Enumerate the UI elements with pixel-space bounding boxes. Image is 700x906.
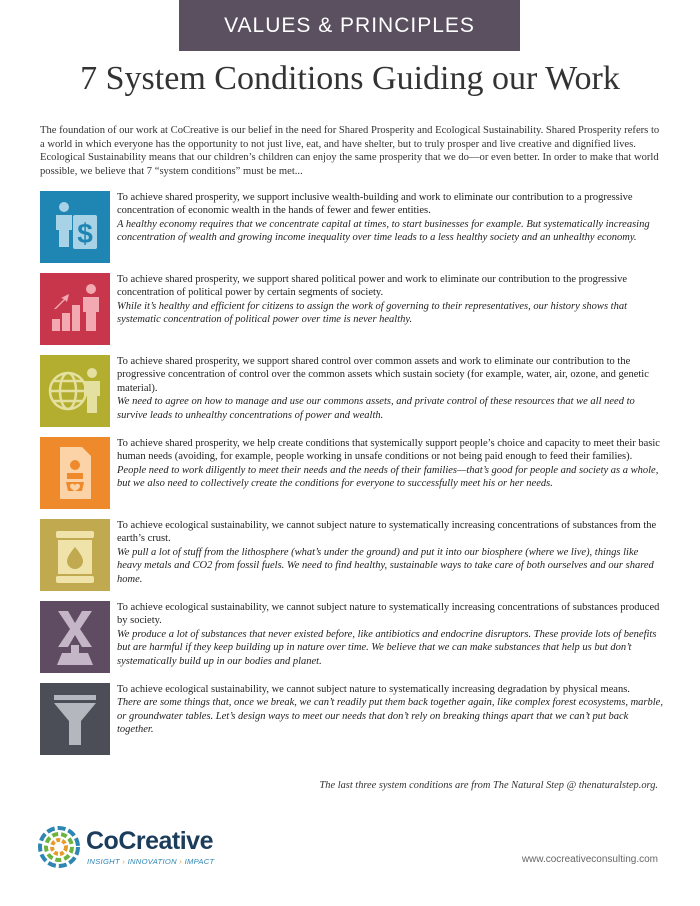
logo-name: CoCreative bbox=[86, 827, 213, 855]
toxic-substance-icon bbox=[40, 601, 110, 673]
condition-note: We pull a lot of stuff from the lithosphere (what’s under the ground) and put it into our biosphere (where we live), things like heavy metals and CO2 from fossil fuels. We need to find healthy, sustainable ways to take care of both ourselves and our shared home. bbox=[117, 546, 654, 585]
condition-item bbox=[40, 683, 665, 757]
condition-note: A healthy economy requires that we concentrate capital at times, to start businesses for example. But systematically increasing concentration of wealth and growing income inequality over time leads to a less healthy society and an unhealthy economy. bbox=[117, 218, 650, 244]
logo-tagline: INSIGHT › INNOVATION › IMPACT bbox=[87, 857, 215, 866]
condition-note: We produce a lot of substances that never existed before, like antibiotics and endocrine disruptors. These provide lots of benefits but are harmful if they keep building up in nature over time. We believe that we can make substances that help us but don’t systematically build up in our bodies and planet. bbox=[117, 628, 657, 667]
intro-paragraph: The foundation of our work at CoCreative is our belief in the need for Shared Prosperity and Ecological Sustainability. Shared Prosperity refers to a world in which everyone has the opportunity to not just live, eat, and have shelter, but to truly prosper and live creative and dignified lives. Ecological Sustainability means that our children’s children can enjoy the same prosperity that we do—or even better. In order to make that world possible, we believe that 7 “system conditions” must be met... bbox=[40, 125, 660, 177]
condition-item bbox=[40, 273, 665, 347]
condition-note: There are some things that, once we break, we can’t readily put them back together again, like complex forest ecosystems, marble, or groundwater tables. Let’s design ways to meet our needs that don’t rely on breaking things apart that we can’t put back together. bbox=[117, 697, 663, 736]
condition-lead: To achieve shared prosperity, we support shared control over common assets and work to eliminate our contribution to the progressive concentration of control over the common assets which sustain society (for example, water, air, ozone, and genetic material). bbox=[117, 356, 649, 394]
cocreative-logo bbox=[38, 826, 238, 872]
website-url: www.cocreativeconsulting.com bbox=[521, 854, 658, 865]
political-power-icon bbox=[40, 273, 110, 345]
condition-item bbox=[40, 355, 665, 429]
condition-item bbox=[40, 437, 665, 511]
common-assets-icon bbox=[40, 355, 110, 427]
condition-lead: To achieve shared prosperity, we help create conditions that systemically support people’s choice and capacity to meet their basic human needs (avoiding, for example, people working in unsafe conditions or not being paid enough to feed their families). bbox=[117, 438, 660, 463]
condition-lead: To achieve ecological sustainability, we cannot subject nature to systematically increasing concentrations of substances from the earth’s crust. bbox=[117, 520, 657, 545]
oil-barrel-icon bbox=[40, 519, 110, 591]
svg-text:$: $ bbox=[77, 218, 93, 249]
condition-note: We need to agree on how to manage and use our commons assets, and private control of these resources that we all need to survive leads to unhealthy concentrations of power and wealth. bbox=[117, 396, 635, 421]
logo-mark-icon bbox=[38, 826, 80, 868]
wealth-icon bbox=[40, 191, 110, 263]
condition-lead: To achieve ecological sustainability, we cannot subject nature to systematically increasing degradation by physical means. bbox=[117, 684, 630, 695]
condition-lead: To achieve shared prosperity, we support shared political power and work to eliminate our contribution to the progressive concentration of political power by certain segments of society. bbox=[117, 274, 628, 299]
condition-item bbox=[40, 191, 665, 265]
condition-lead: To achieve shared prosperity, we support inclusive wealth-building and work to eliminate our contribution to a progressive concentration of economic wealth in the hands of fewer and fewer entities. bbox=[117, 192, 633, 217]
condition-note: People need to work diligently to meet their needs and the needs of their families—that’s good for people and society as a whole, but we also need to collectively create the conditions for everyone to successfully meet his or her needs. bbox=[117, 464, 659, 490]
section-banner: VALUES & PRINCIPLES bbox=[179, 0, 520, 51]
source-credit: The last three system conditions are from The Natural Step @ thenaturalstep.org. bbox=[319, 780, 658, 791]
condition-note: While it’s healthy and efficient for citizens to assign the work of governing to their representatives, our history shows that systematic concentration of political power over time is never healthy. bbox=[117, 300, 627, 326]
page-title: 7 System Conditions Guiding our Work bbox=[80, 60, 620, 97]
condition-item bbox=[40, 601, 665, 675]
condition-item bbox=[40, 519, 665, 593]
human-needs-icon bbox=[40, 437, 110, 509]
funnel-icon bbox=[40, 683, 110, 755]
condition-lead: To achieve ecological sustainability, we cannot subject nature to systematically increasing concentrations of substances produced by society. bbox=[117, 602, 660, 627]
